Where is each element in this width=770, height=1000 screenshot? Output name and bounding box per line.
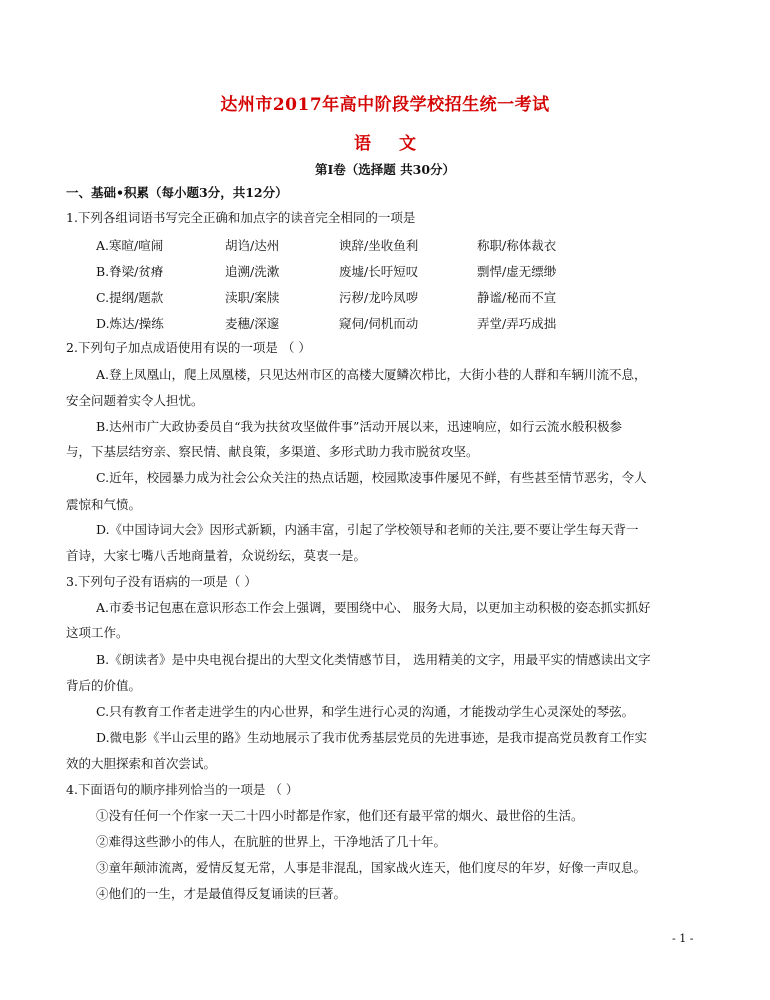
q1-option-cell: 窥伺/伺机而动 (339, 316, 419, 331)
q3-option-d: D.微电影《半山云里的路》生动地展示了我市优秀基层党员的先进事迹，是我市提高党员教育工作实 (96, 730, 648, 745)
question-1-stem: 1.下列各组词语书写完全正确和加点字的读音完全相同的一项是 (66, 210, 416, 225)
question-3-stem: 3.下列句子没有语病的一项是（ ） (66, 574, 257, 589)
q2-option-b: B.达州市广大政协委员自“我为扶贫攻坚做件事”活动开展以来，迅速响应，如行云流水般积极参 (96, 419, 622, 434)
q1-option-cell: B.脊梁/贫瘠 (96, 264, 164, 279)
q1-option-cell: D.炼达/操练 (96, 316, 164, 331)
q2-option-a: A.登上凤凰山，爬上凤凰楼，只见达州市区的高楼大厦鳞次栉比，大街小巷的人群和车辆川流不息， (96, 367, 647, 382)
q1-option-cell: A.寒暄/喧闹 (96, 238, 164, 253)
q3-option-a-cont: 这项工作。 (66, 625, 129, 640)
q1-option-cell: 渎职/案牍 (225, 290, 280, 305)
q1-option-cell: 胡诌/达州 (225, 238, 280, 253)
section-heading: 一、基础•积累（每小题3分，共12分） (66, 185, 288, 200)
volume-heading: 第Ⅰ卷（选择题 共30分） (314, 162, 456, 177)
q2-option-a-cont: 安全问题着实令人担忧。 (66, 393, 204, 408)
q3-option-d-cont: 效的大胆探索和首次尝试。 (66, 756, 217, 771)
q2-option-c: C.近年，校园暴力成为社会公众关注的热点话题，校园欺凌事件屡见不鲜，有些甚至情节恶劣，令人 (96, 470, 647, 485)
q3-option-c: C.只有教育工作者走进学生的内心世界，和学生进行心灵的沟通，才能拨动学生心灵深处的琴弦。 (96, 704, 635, 719)
q3-option-b: B.《朗读者》是中央电视台提出的大型文化类情感节目， 选用精美的文字，用最平实的情感读出文字 (96, 652, 651, 667)
q2-option-b-cont: 与，下基层结穷亲、察民情、献良策，多渠道、多形式助力我市脱贫攻坚。 (66, 444, 479, 459)
page-number: - 1 - (672, 932, 694, 945)
q2-option-d: D.《中国诗词大会》因形式新颖，内涵丰富，引起了学校领导和老师的关注,要不要让学生每天背一 (96, 522, 639, 537)
q3-option-b-cont: 背后的价值。 (66, 678, 142, 693)
q1-option-cell: 剽悍/虚无缥缈 (477, 264, 557, 279)
q1-option-cell: 静谧/秘而不宣 (477, 290, 557, 305)
q2-option-c-cont: 震惊和气愤。 (66, 497, 142, 512)
q1-option-cell: C.提纲/题款 (96, 290, 164, 305)
q1-option-cell: 追溯/洗漱 (225, 264, 280, 279)
q3-option-a: A.市委书记包惠在意识形态工作会上强调，要围绕中心、 服务大局，以更加主动积极的姿态抓实抓好 (96, 600, 651, 615)
question-2-stem: 2.下列句子加点成语使用有误的一项是 （ ） (66, 340, 311, 355)
q2-option-d-cont: 首诗，大家七嘴八舌地商量着，众说纷纭，莫衷一是。 (66, 548, 367, 563)
q1-option-cell: 谀辞/坐收鱼利 (339, 238, 419, 253)
subject-title: 语 文 (354, 134, 416, 154)
q1-option-cell: 弄堂/弄巧成拙 (477, 316, 557, 331)
exam-title: 达州市2017年高中阶段学校招生统一考试 (220, 95, 550, 115)
q4-sentence-2: ②难得这些渺小的伟人，在肮脏的世界上，干净地活了几十年。 (96, 834, 447, 849)
q1-option-cell: 废墟/长吁短叹 (339, 264, 419, 279)
q4-sentence-3: ③童年颠沛流离，爱情反复无常，人事是非混乱，国家战火连天，他们度尽的年岁，好像一声叹息。 (96, 860, 647, 875)
q1-option-cell: 污秽/龙吟凤哕 (339, 290, 419, 305)
question-4-stem: 4.下面语句的顺序排列恰当的一项是 （ ） (66, 782, 299, 797)
q4-sentence-4: ④他们的一生，才是最值得反复诵读的巨著。 (96, 886, 347, 901)
q4-sentence-1: ①没有任何一个作家一天二十四小时都是作家，他们还有最平常的烟火、最世俗的生活。 (96, 808, 584, 823)
q1-option-cell: 称职/称体裁衣 (477, 238, 557, 253)
q1-option-cell: 麦穗/深邃 (225, 316, 280, 331)
